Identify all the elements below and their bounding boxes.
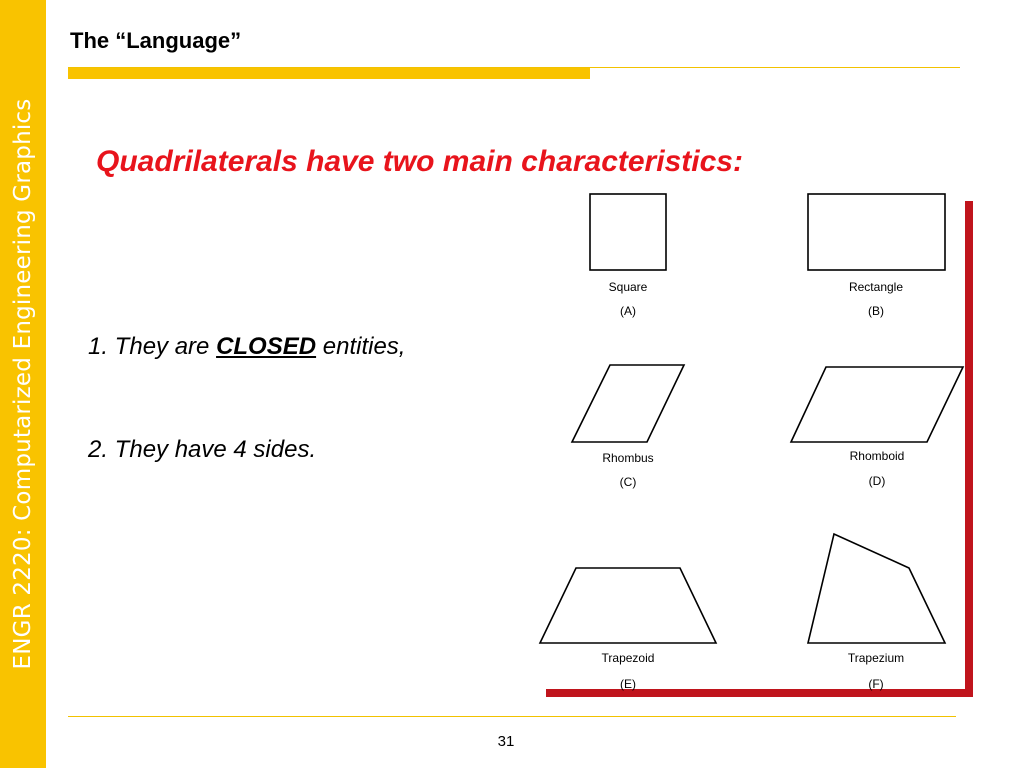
footer-divider	[68, 716, 956, 717]
page-number: 31	[497, 733, 515, 750]
shape-letter-a: (A)	[620, 304, 636, 318]
figure-frame-bottom	[546, 689, 973, 697]
rhombus-shape	[572, 365, 684, 442]
slide-title: The “Language”	[70, 28, 242, 53]
sidebar-band	[0, 0, 46, 768]
shape-name-rhomboid: Rhomboid	[849, 449, 905, 463]
quadrilaterals-figure	[530, 186, 980, 702]
trapezium-shape	[808, 534, 945, 643]
bullet-1-emphasis: CLOSED	[216, 333, 317, 360]
shape-name-trapezoid: Trapezoid	[601, 651, 655, 665]
shape-name-square: Square	[608, 280, 648, 294]
rhomboid-shape	[791, 367, 963, 442]
figure-frame-right	[965, 201, 973, 697]
shape-letter-c: (C)	[619, 475, 637, 489]
slide-heading: Quadrilaterals have two main characteristics:	[96, 145, 743, 178]
bullet-point-2: 2. They have 4 sides.	[88, 436, 317, 463]
shape-letter-f: (F)	[868, 677, 884, 691]
bullet-1-prefix: 1. They are	[88, 333, 217, 360]
course-title: ENGR 2220: Computarized Engineering Graphics	[10, 98, 36, 670]
bullet-point-1	[88, 333, 405, 361]
square-shape	[590, 194, 666, 270]
shape-name-rhombus: Rhombus	[602, 451, 654, 465]
shape-letter-d: (D)	[868, 474, 886, 488]
shape-letter-e: (E)	[620, 677, 636, 691]
shape-letter-b: (B)	[868, 304, 884, 318]
trapezoid-shape	[540, 568, 716, 643]
title-accent-bar	[68, 68, 590, 79]
shape-name-rectangle: Rectangle	[848, 280, 904, 294]
bullet-1-suffix: entities,	[316, 333, 406, 360]
shape-name-trapezium: Trapezium	[847, 651, 905, 665]
rectangle-shape	[808, 194, 945, 270]
